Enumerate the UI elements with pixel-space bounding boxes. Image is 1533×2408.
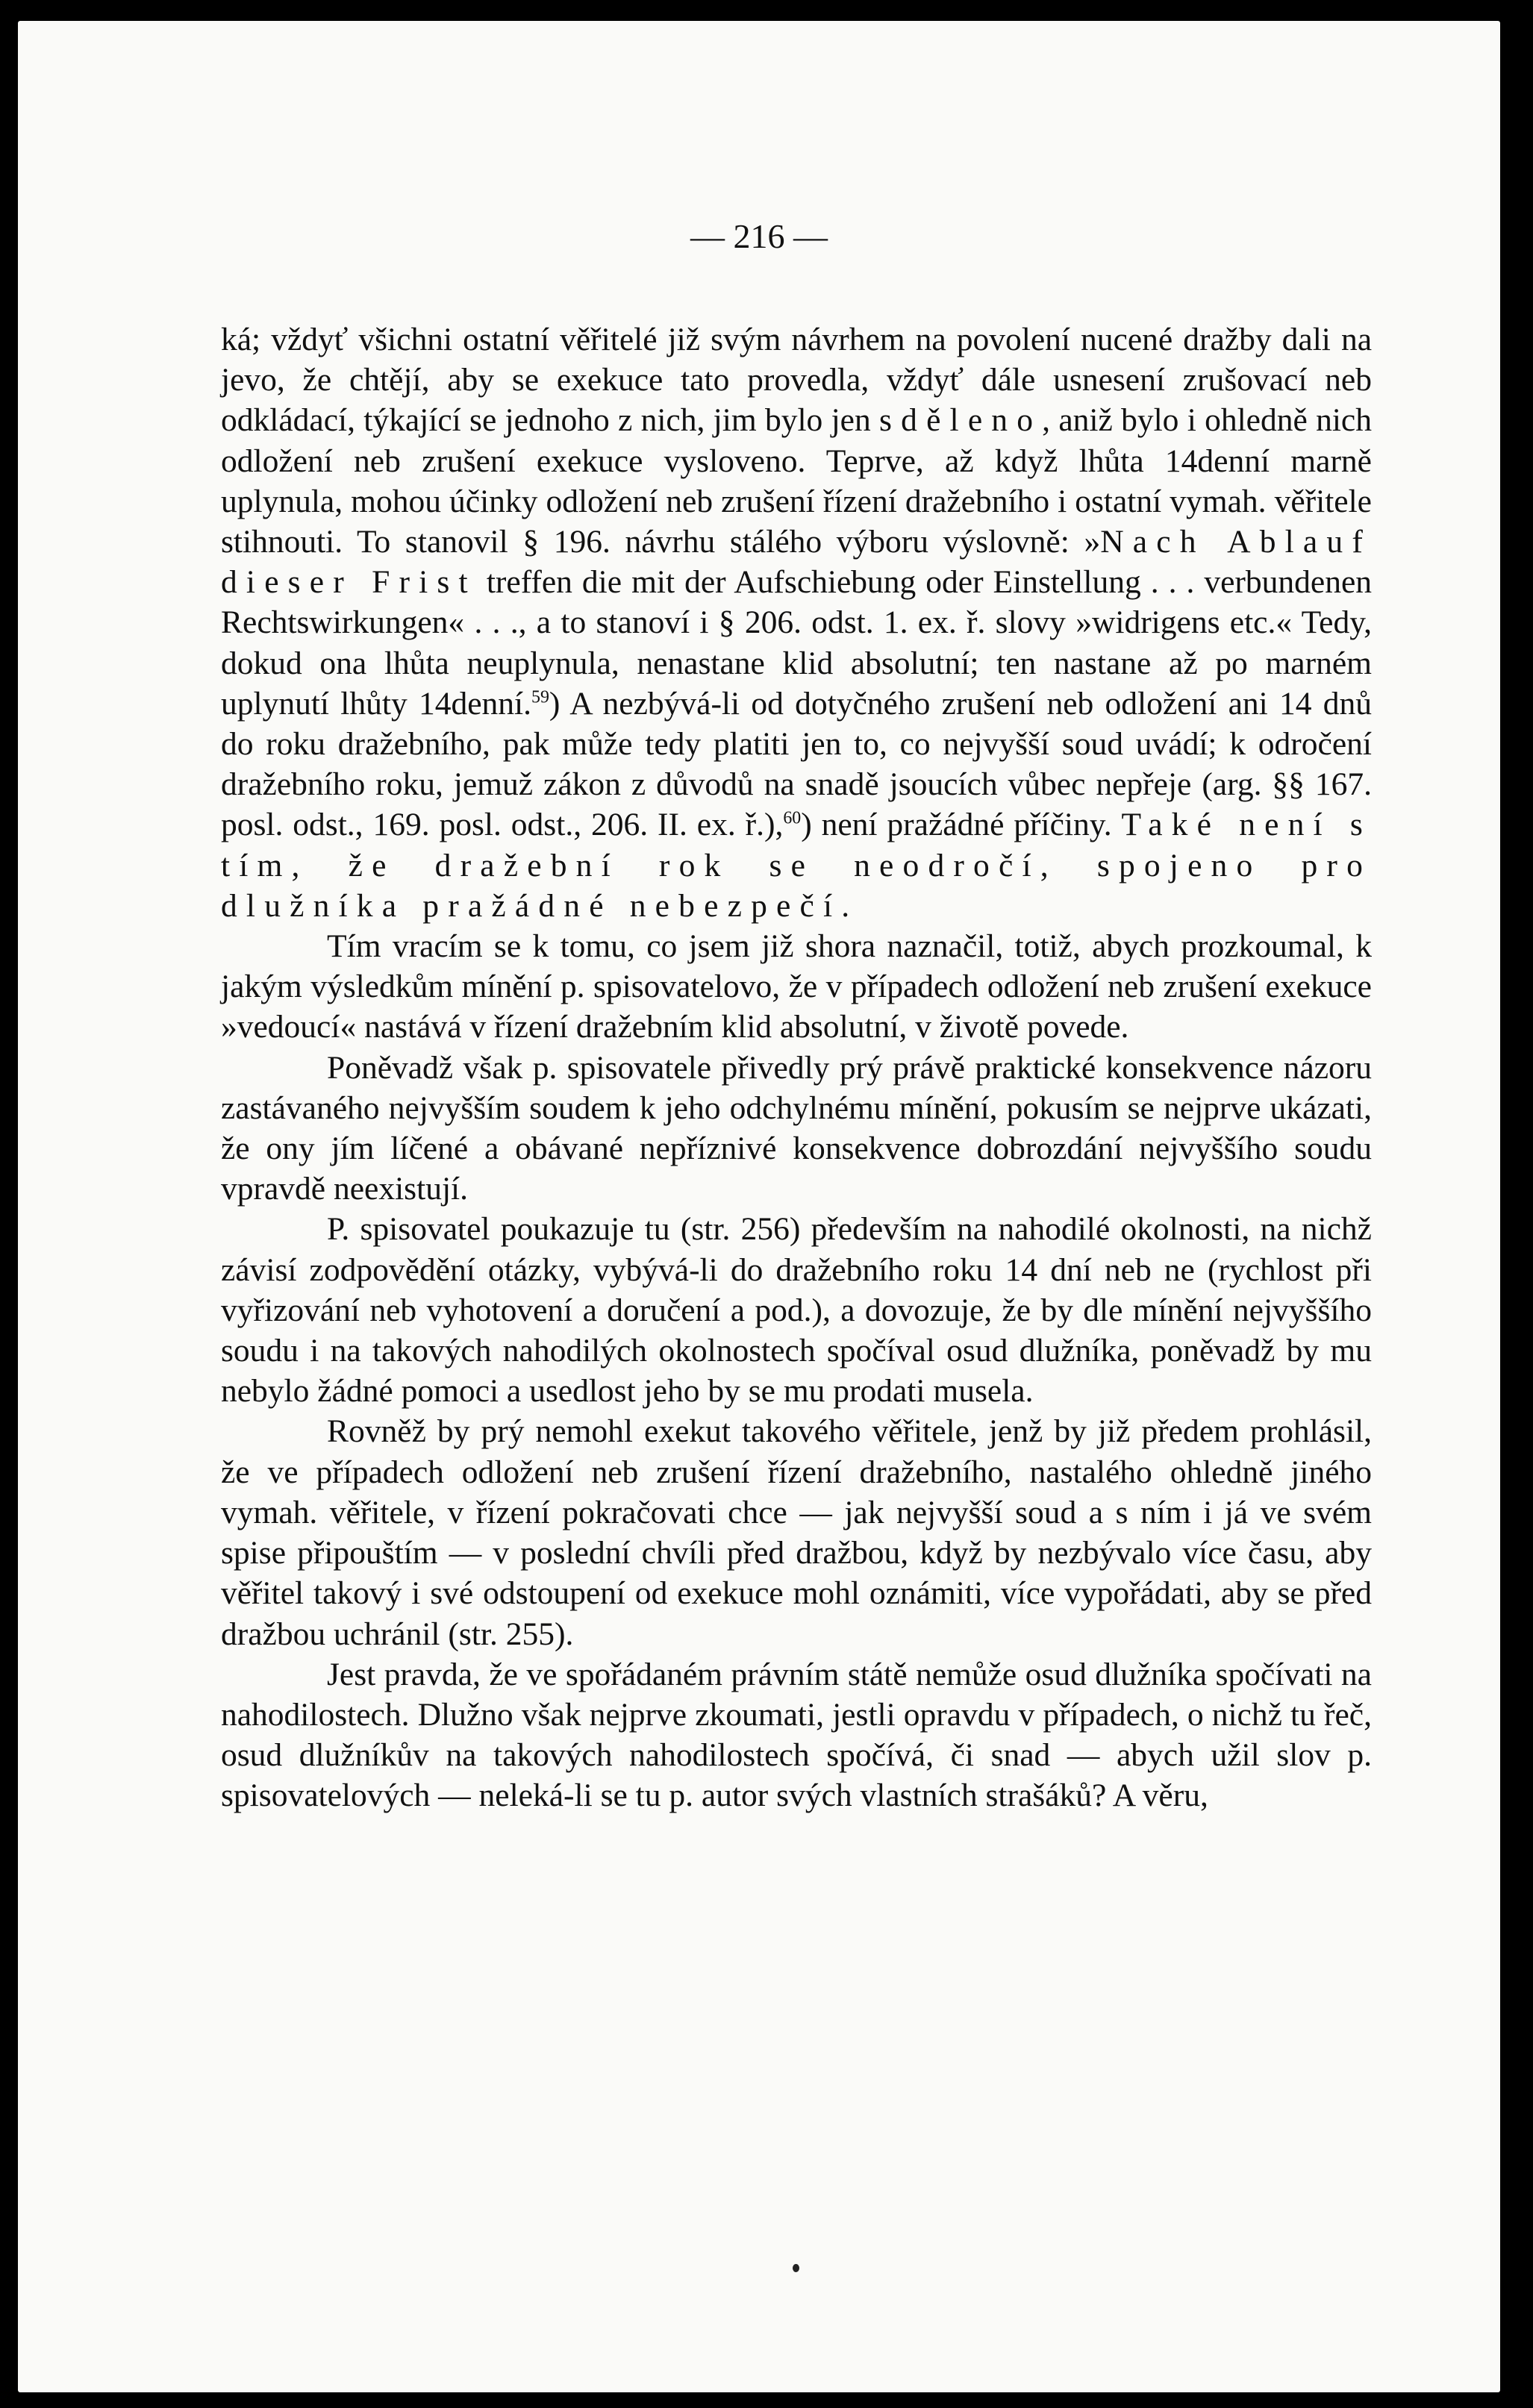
paragraph-5: Rovněž by prý nemohl exekut takového věřitele, jenž by již předem prohlásil, že ve případech odložení neb zrušení řízení dražebního, nastalého ohledně jiného vymah. věřitele, v řízení pokračovati chce — jak nejvyšší soud a s ním i já ve svém spise připouštím — v poslední chvíli před dražbou, když by nezbývalo více času, aby věřitel takový i své odstoupení od exekuce mohl oznámiti, více vypořádati, aby se před dražbou uchránil (str. 255). <box>221 1413 1372 1652</box>
p1-text-e: treffen die mit der Aufschiebung oder Einstellung . . . verbundenen Rechtswirkungen« . . ., a to stanoví i § 206. odst. 1. ex. ř. slovy »widrigens etc.« Tedy, dokud ona lhůta neuplynula, nenastane klid absolutní; ten nastane až po marném uplynutí lhůty 14denní. <box>221 564 1372 722</box>
page-number: — 216 — <box>690 217 828 255</box>
print-speck <box>793 2264 799 2272</box>
paragraph-6: Jest pravda, že ve spořádaném právním státě nemůže osud dlužníka spočívati na nahodilostech. Dlužno však nejprve zkoumati, jestli opravdu v případech, o nichž tu řeč, osud dlužníkův na takových nahodilostech spočívá, či snad — abych užil slov p. spisovatelových — neleká-li se tu p. autor svých vlastních strašáků? A věru, <box>221 1656 1372 1814</box>
paragraph-1 <box>221 319 1372 926</box>
p1-emphasis-closing: Také není s tím, že dražební rok se neodročí, spojeno pro dlužníka pražádné nebezpečí. <box>221 807 1373 924</box>
p1-emphasis-sdeleno: sděleno <box>879 402 1043 439</box>
footnote-ref-59: 59 <box>531 687 549 707</box>
footnote-ref-60: 60 <box>783 808 802 828</box>
p1-text-f: ) A nezbývá-li od dotyčného zrušení neb odložení ani 14 dnů do roku dražebního, pak může tedy platiti jen to, co nejvyšší soud uvádí; k odročení dražebního roku, jemuž zákon z důvodů na snadě jsoucích vůbec nepřeje (arg. §§ 167. posl. odst., 169. posl. odst., 206. II. ex. ř.), <box>221 685 1373 843</box>
body-text <box>221 319 1372 1816</box>
paragraph-2: Tím vracím se k tomu, co jsem již shora naznačil, totiž, abych prozkoumal, k jakým výsledkům mínění p. spisovatelovo, že v případech odložení neb zrušení exekuce »vedoucí« nastává v řízení dražebním klid absolutní, v životě povede. <box>221 928 1372 1045</box>
paragraph-4: P. spisovatel poukazuje tu (str. 256) především na nahodilé okolnosti, na nichž závisí zodpovědění otázky, vybývá-li do dražebního roku 14 dní neb ne (rychlost při vyřizování neb vyhotovení a doručení a pod.), a dovozuje, že by dle mínění nejvyššího soudu i na takových nahodilých okolnostech spočíval osud dlužníka, poněvadž by mu nebylo žádné pomoci a usedlost jeho by se mu prodati musela. <box>221 1211 1372 1410</box>
p1-emphasis-german: Nach Ablauf dieser Frist <box>221 524 1372 601</box>
p1-text-c: , aniž bylo i ohledně nich odložení neb zrušení exekuce vysloveno. Teprve, až když lhůta 14denní marně uplynula, mohou účinky odložení neb zrušení řízení dražebního i ostatní vymah. věřitele stihnouti. To stanovil § 196. návrhu stálého výboru výslovně: » <box>221 402 1372 560</box>
book-page <box>18 21 1500 2392</box>
paragraph-3: Poněvadž však p. spisovatele přivedly prý právě praktické konsekvence názoru zastávaného nejvyšším soudem k jeho odchylnému mínění, pokusím se nejprve ukázati, že ony jím líčené a obávané nepříznivé konsekvence dobrozdání nejvyššího soudu vpravdě neexistují. <box>221 1049 1372 1207</box>
p1-text-g: ) není pražádné příčiny. <box>801 807 1122 843</box>
p1-text-a: ká; vždyť všichni ostatní věřitelé již svým návrhem na povolení nucené dražby dali na jevo, že chtějí, aby se exekuce tato provedla, vždyť dále usnesení zrušovací neb odkládací, týkající se jednoho z nich, jim bylo jen <box>221 322 1372 439</box>
